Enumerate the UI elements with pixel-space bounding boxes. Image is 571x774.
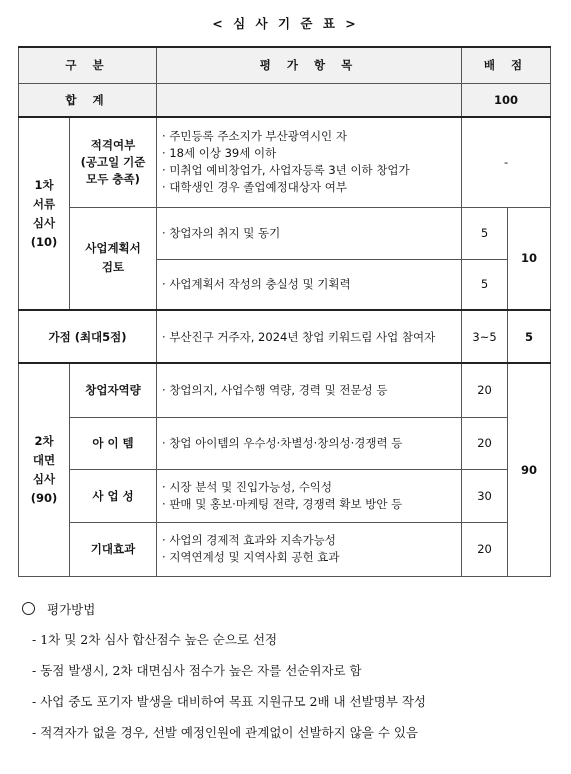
bonus-points: 3~5	[462, 310, 508, 363]
bonus-total: 5	[508, 310, 551, 363]
method-line: - 동점 발생시, 2차 대면심사 점수가 높은 자를 선순위자로 함	[32, 663, 362, 678]
table-row	[19, 469, 551, 522]
evaluation-method-section	[22, 600, 562, 754]
method-line: - 적격자가 없을 경우, 선발 예정인원에 관계없이 선발하지 않을 수 있음	[32, 725, 419, 740]
stage2-row-item: · 창업 아이템의 우수성·차별성·창의성·경쟁력 등	[157, 417, 462, 469]
stage2-row-items	[157, 522, 462, 576]
stage2-label: 2차 대면 심사 (90)	[19, 363, 70, 576]
plan-item: · 창업자의 취지 및 동기	[157, 207, 462, 259]
list-item: · 대학생인 경우 졸업예정대상자 여부	[162, 180, 347, 195]
header-category: 구 분	[19, 47, 157, 83]
method-line: - 1차 및 2차 심사 합산점수 높은 순으로 선정	[32, 632, 278, 647]
list-item: · 18세 이상 39세 이하	[162, 146, 277, 161]
stage2-row-label: 사 업 성	[70, 469, 157, 522]
bonus-item: · 부산진구 거주자, 2024년 창업 키워드림 사업 참여자	[157, 310, 462, 363]
stage2-total: 90	[508, 363, 551, 576]
eligibility-items	[157, 117, 462, 207]
eligibility-label: 적격여부 (공고일 기준 모두 충족)	[70, 117, 157, 207]
stage2-row-label: 기대효과	[70, 522, 157, 576]
plan-total: 10	[508, 207, 551, 310]
eligibility-points: -	[462, 117, 551, 207]
page-title: < 심 사 기 준 표 >	[212, 16, 359, 31]
circle-bullet-icon	[22, 602, 35, 615]
plan-item: · 사업계획서 작성의 충실성 및 기획력	[157, 259, 462, 310]
stage2-row-points: 20	[462, 522, 508, 576]
stage2-row-points: 20	[462, 417, 508, 469]
table-header-row	[19, 47, 551, 83]
list-item: · 미취업 예비창업가, 사업자등록 3년 이하 창업가	[162, 163, 410, 178]
stage2-row-points: 30	[462, 469, 508, 522]
bonus-row	[19, 310, 551, 363]
method-line: - 사업 중도 포기자 발생을 대비하여 목표 지원규모 2배 내 선발명부 작성	[32, 694, 426, 709]
stage2-row-label: 창업자역량	[70, 363, 157, 417]
table-row	[19, 207, 551, 259]
evaluation-criteria-table	[18, 46, 551, 577]
stage2-row-item: · 창업의지, 사업수행 역량, 경력 및 전문성 등	[157, 363, 462, 417]
stage2-row-points: 20	[462, 363, 508, 417]
stage2-row-label: 아 이 템	[70, 417, 157, 469]
stage2-row-items	[157, 469, 462, 522]
list-item: · 지역연계성 및 지역사회 공헌 효과	[162, 550, 340, 564]
bonus-label: 가점 (최대5점)	[19, 310, 157, 363]
list-item: · 판매 및 홍보·마케팅 전략, 경쟁력 확보 방안 등	[162, 496, 403, 511]
table-row	[19, 522, 551, 576]
table-row	[19, 117, 551, 207]
total-label: 합 계	[19, 83, 157, 117]
header-points: 배 점	[462, 47, 551, 83]
table-row	[19, 363, 551, 417]
plan-points: 5	[462, 207, 508, 259]
total-row	[19, 83, 551, 117]
table-row	[19, 417, 551, 469]
plan-label: 사업계획서 검토	[70, 207, 157, 310]
list-item: · 주민등록 주소지가 부산광역시인 자	[162, 129, 347, 144]
total-empty-cell	[157, 83, 462, 117]
list-item: · 시장 분석 및 진입가능성, 수익성	[162, 479, 333, 494]
list-item: · 사업의 경제적 효과와 지속가능성	[162, 533, 336, 547]
plan-points: 5	[462, 259, 508, 310]
total-value: 100	[462, 83, 551, 117]
method-heading	[22, 600, 562, 618]
method-heading-text: 평가방법	[47, 602, 96, 617]
header-items: 평 가 항 목	[157, 47, 462, 83]
stage1-label: 1차 서류 심사 (10)	[19, 117, 70, 310]
